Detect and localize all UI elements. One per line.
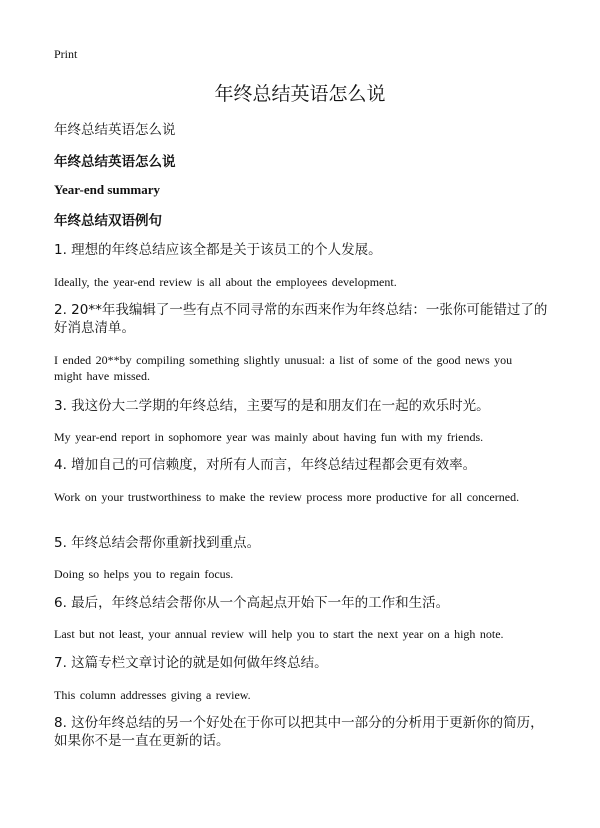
example-2-chinese: 2. 20**年我编辑了一些有点不同寻常的东西来作为年终总结：一张你可能错过了的好消息清单。 xyxy=(54,302,548,336)
section-heading: 年终总结英语怎么说 xyxy=(54,154,176,170)
example-5-chinese: 5. 年终总结会帮你重新找到重点。 xyxy=(54,535,261,551)
example-4-english: Work on your trustworthiness to make the review process more productive for all concerned. xyxy=(54,490,520,504)
examples-heading: 年终总结双语例句 xyxy=(54,213,162,229)
example-6-english: Last but not least, your annual review will help you to start the next year on a high note. xyxy=(54,627,504,641)
example-3-chinese: 3. 我这份大二学期的年终总结，主要写的是和朋友们在一起的欢乐时光。 xyxy=(54,398,490,414)
subtitle: 年终总结英语怎么说 xyxy=(54,122,176,138)
page-title: 年终总结英语怎么说 xyxy=(214,83,386,105)
example-5-english: Doing so helps you to regain focus. xyxy=(54,567,234,581)
example-6-chinese: 6. 最后，年终总结会帮你从一个高起点开始下一年的工作和生活。 xyxy=(54,595,450,611)
english-term: Year-end summary xyxy=(54,182,161,197)
example-2-english: I ended 20**by compiling something slightly unusual: a list of some of the good news you might have missed. xyxy=(54,353,513,383)
example-1-english: Ideally, the year-end review is all about the employees development. xyxy=(54,275,397,289)
example-3-english: My year-end report in sophomore year was mainly about having fun with my friends. xyxy=(54,430,484,444)
example-7-chinese: 7. 这篇专栏文章讨论的就是如何做年终总结。 xyxy=(54,655,328,671)
example-1-chinese: 1. 理想的年终总结应该全都是关于该员工的个人发展。 xyxy=(54,242,382,258)
example-4-chinese: 4. 增加自己的可信赖度，对所有人而言，年终总结过程都会更有效率。 xyxy=(54,457,477,473)
example-7-english: This column addresses giving a review. xyxy=(54,688,251,702)
example-8-chinese: 8. 这份年终总结的另一个好处在于你可以把其中一部分的分析用于更新你的简历，如果你不是一直在更新的话。 xyxy=(54,715,544,749)
print-link[interactable]: Print xyxy=(54,47,78,61)
